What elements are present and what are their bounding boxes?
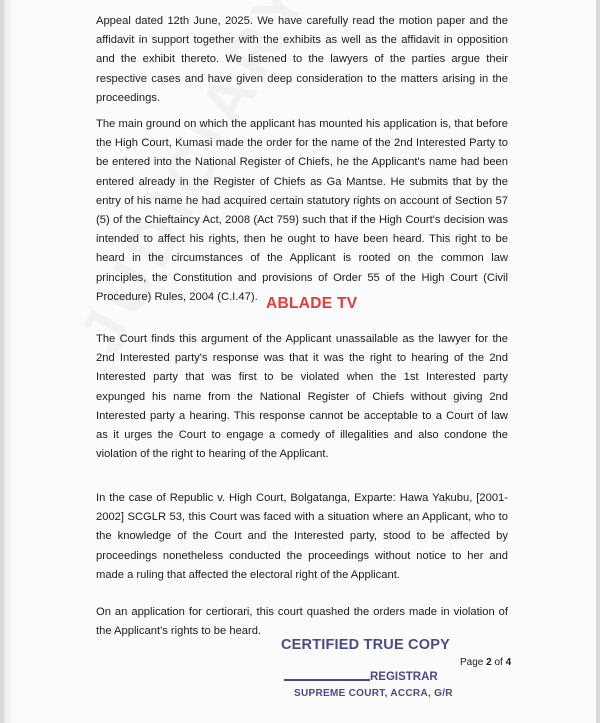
paragraph-2: The main ground on which the applicant has mounted his application is, that before the High Court, Kumasi made the order for the name of the 2nd Interested Party to be entered into the National Register of Chiefs, he the Applicant's name had been entered already in the Register of Chiefs as Ga Mantse. He submits that by the entry of his name he had acquired certain statutory rights on account of Section 57 (5) of the Chieftaincy Act, 2008 (Act 759) such that if the High Court's decision was intended to affect his rights, then he ought to have been heard. This right to be heard in the circumstances of the Applicant is rooted on the common law principles, the Constitution and provisions of Order 55 of the High Court (Civil Procedure) Rules, 2004 (C.I.47). xyxy=(96,118,508,303)
page-number xyxy=(460,657,511,668)
page-fold-shadow xyxy=(4,0,14,723)
certified-stamp-court: SUPREME COURT, ACCRA, G/R xyxy=(294,688,453,699)
page-of: of xyxy=(494,657,503,668)
certified-stamp-registrar: REGISTRAR xyxy=(370,671,438,683)
page-total: 4 xyxy=(505,657,512,668)
brand-watermark: ABLADE TV xyxy=(266,295,358,312)
page-prefix: Page xyxy=(460,657,484,668)
paragraph-1: Appeal dated 12th June, 2025. We have carefully read the motion paper and the affidavit in support together with the exhibits as well as the affidavit in opposition and the exhibit thereto. We listened to the lawyers of the parties argue their respective cases and have given deep consideration to the matters arising in the proceedings. xyxy=(96,15,508,104)
paragraph-5: On an application for certiorari, this court quashed the orders made in violation of the Applicant's rights to be heard. xyxy=(96,606,508,638)
page-current: 2 xyxy=(486,657,492,668)
certified-stamp-title: CERTIFIED TRUE COPY xyxy=(281,637,450,653)
signature-line xyxy=(284,679,370,681)
paragraph-3: The Court finds this argument of the Applicant unassailable as the lawyer for the 2nd Interested party's response was that it was the right to hearing of the 2nd Interested party that was first to be violated when the 1st Interested party expunged his name from the National Register of Chiefs without giving 2nd Interested party a hearing. This response cannot be acceptable to a Court of law as it urges the Court to engage a comedy of illegalities and also condone the violation of the right to hearing of the Applicant. xyxy=(96,333,508,461)
document-page xyxy=(4,0,596,723)
paragraph-4: In the case of Republic v. High Court, Bolgatanga, Exparte: Hawa Yakubu, [2001-2002] SCGLR 53, this Court was faced with a situation where an Applicant, who to the knowledge of the Court and the Interested party, stood to be affected by proceedings nonetheless conducted the proceedings without notice to her and made a ruling that affected the electoral right of the Applicant. xyxy=(96,492,508,581)
